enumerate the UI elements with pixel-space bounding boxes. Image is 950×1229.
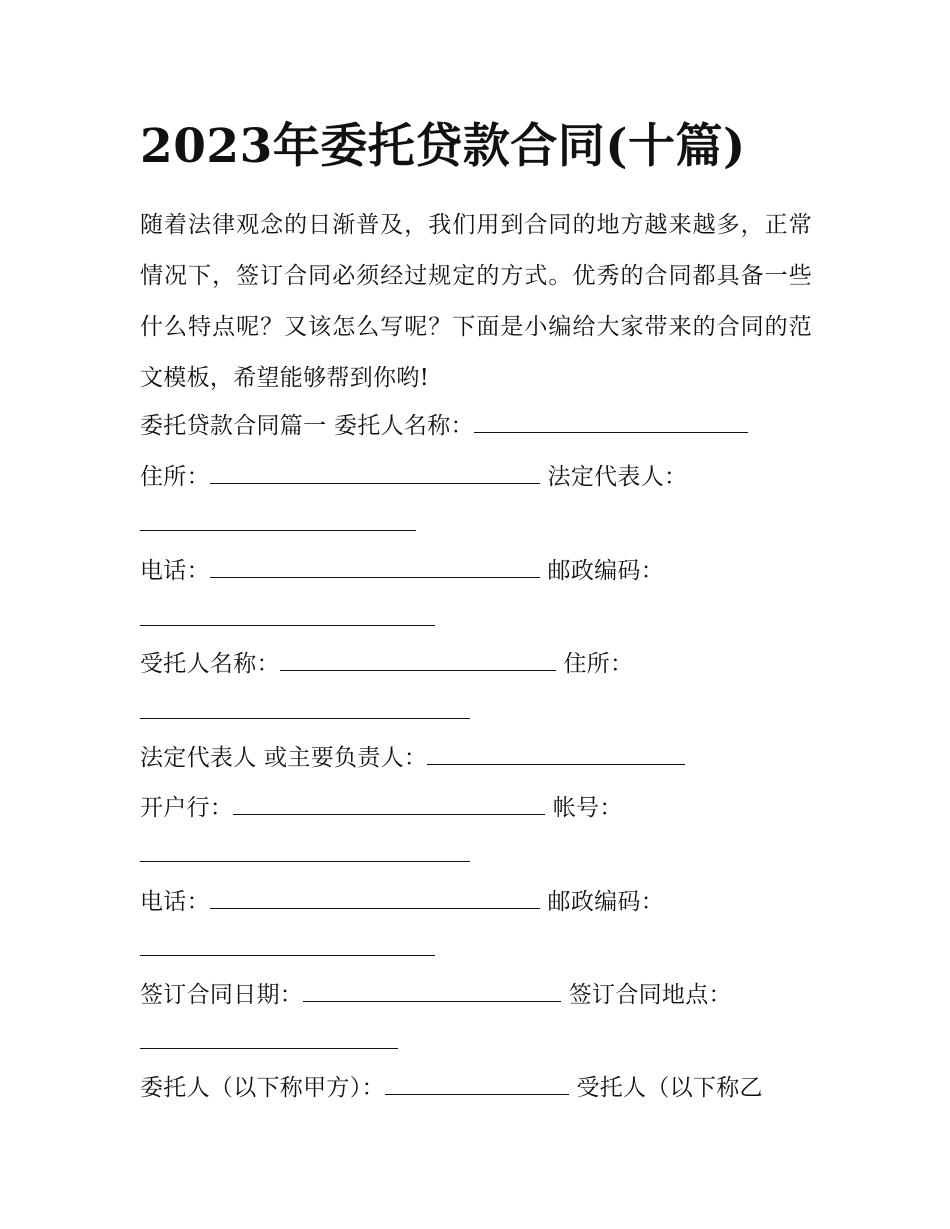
legal-rep-head-label: 法定代表人 或主要负责人： — [140, 745, 428, 771]
legal-rep-label: 法定代表人： — [547, 464, 688, 490]
phone2-label: 电话： — [140, 889, 210, 915]
phone-label: 电话： — [140, 558, 210, 584]
party-b-label: 受托人（以下称乙 — [576, 1075, 763, 1101]
entrustor-name-label: 委托人名称： — [334, 413, 474, 439]
postal-code-blank — [140, 625, 435, 626]
section-heading: 委托贷款合同篇一 — [140, 413, 327, 439]
trustee-name-blank — [280, 646, 556, 671]
intro-paragraph: 随着法律观念的日渐普及，我们用到合同的地方越来越多，正常情况下，签订合同必须经过规定的方式。优秀的合同都具备一些什么特点呢？又该怎么写呢？下面是小编给大家带来的合同的范文模板，希望能够帮到你哟! — [140, 212, 812, 391]
form-line-sign — [140, 975, 732, 1015]
account-blank — [140, 861, 470, 862]
legal-rep-blank — [140, 530, 416, 531]
trustee-address-label: 住所： — [563, 651, 634, 677]
bank-blank — [233, 790, 545, 815]
legal-rep-head-blank — [427, 740, 685, 765]
sign-place-blank — [140, 1048, 398, 1049]
phone-blank — [210, 553, 540, 578]
account-label: 帐号： — [552, 795, 623, 821]
party-a-label: 委托人（以下称甲方）： — [140, 1075, 385, 1101]
entrustor-name-blank — [474, 408, 748, 433]
sign-date-blank — [303, 977, 561, 1002]
form-line-parties — [140, 1068, 763, 1108]
document-title: 2023年委托贷款合同(十篇) — [140, 119, 746, 174]
form-line-legal-rep-head — [140, 738, 685, 778]
form-line-trustee — [140, 644, 633, 684]
address-label: 住所： — [140, 464, 210, 490]
postal-code-label: 邮政编码： — [547, 558, 665, 584]
form-line-entrustor — [140, 406, 748, 446]
trustee-name-label: 受托人名称： — [140, 651, 280, 677]
trustee-address-blank — [140, 718, 470, 719]
phone2-blank — [210, 884, 540, 909]
sign-date-label: 签订合同日期： — [140, 982, 304, 1008]
bank-label: 开户行： — [140, 795, 234, 821]
form-line-address — [140, 457, 687, 497]
form-line-phone2 — [140, 882, 664, 922]
postal-code2-label: 邮政编码： — [547, 889, 665, 915]
address-blank — [210, 459, 540, 484]
sign-place-label: 签订合同地点： — [568, 982, 732, 1008]
form-line-bank — [140, 788, 623, 828]
party-a-blank — [385, 1070, 569, 1095]
postal-code2-blank — [140, 955, 435, 956]
form-line-phone — [140, 551, 664, 591]
